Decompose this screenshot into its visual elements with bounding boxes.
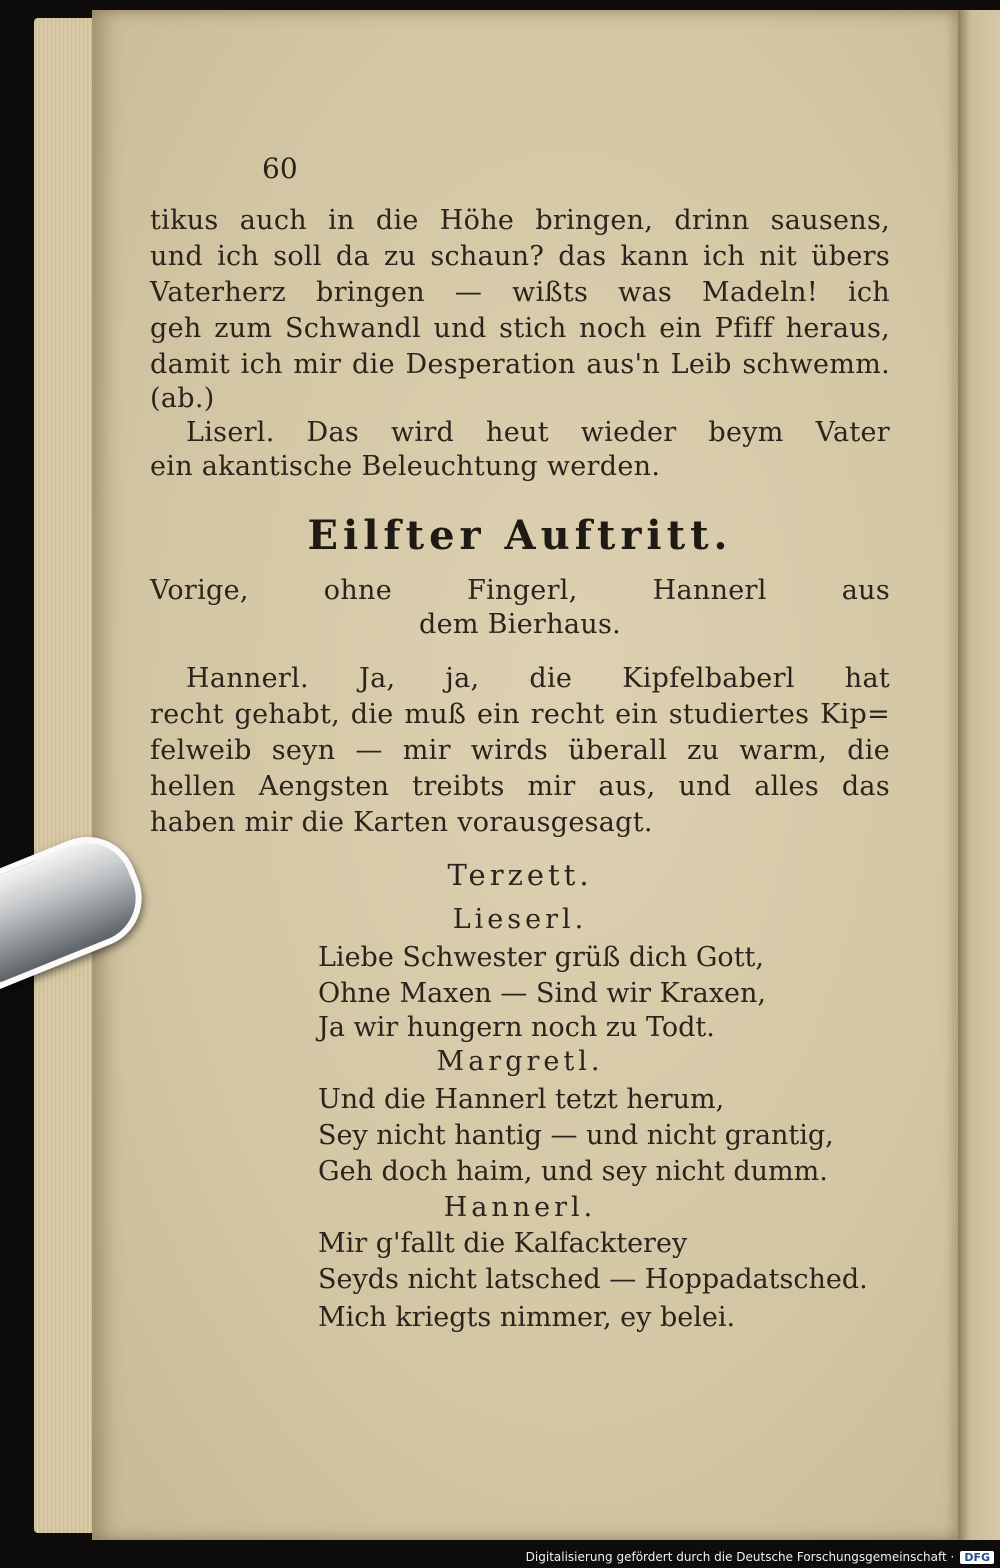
hannerl-speech-line: recht gehabt, die muß ein recht ein studiertes Kip= [150, 699, 890, 730]
verse-line: Ohne Maxen — Sind wir Kraxen, [318, 978, 766, 1009]
prose-line: damit ich mir die Desperation aus'n Leib schwemm. [150, 349, 890, 380]
hannerl-speech-line: Hannerl. Ja, ja, die Kipfelbaberl hat [186, 663, 890, 694]
hannerl-speech-line: haben mir die Karten vorausgesagt. [150, 807, 653, 838]
prose-line: und ich soll da zu schaun? das kann ich nit übers [150, 241, 890, 272]
prose-line: Vaterherz bringen — wißts was Madeln! ich [150, 277, 890, 308]
stage-direction: (ab.) [150, 383, 215, 414]
book-fore-edge [34, 18, 96, 1533]
speaker-name: Hannerl. [443, 1192, 597, 1223]
scene-heading: Eilfter Auftritt. [307, 512, 733, 559]
verse-line: Mir g'fallt die Kalfackterey [318, 1228, 688, 1259]
page-number: 60 [262, 152, 298, 185]
terzett-heading: Terzett. [447, 858, 593, 892]
verse-line: Mich kriegts nimmer, ey belei. [318, 1302, 736, 1333]
scene-cast-line: dem Bierhaus. [418, 609, 622, 640]
dfg-logo: DFG [960, 1551, 994, 1564]
speaker-name: Lieserl. [452, 904, 588, 935]
hannerl-speech-line: felweib seyn — mir wirds überall zu warm, die [150, 735, 890, 766]
prose-line: geh zum Schwandl und stich noch ein Pfiff heraus, [150, 313, 890, 344]
liserl-speech-line: ein akantische Beleuchtung werden. [150, 451, 661, 482]
next-page-edge [958, 10, 1000, 1540]
verse-line: Und die Hannerl tetzt herum, [318, 1084, 725, 1115]
credit-text: Digitalisierung gefördert durch die Deutsche Forschungsgemeinschaft · [525, 1550, 955, 1564]
verse-line: Liebe Schwester grüß dich Gott, [318, 942, 764, 973]
speaker-name: Margretl. [436, 1046, 604, 1077]
verse-line: Sey nicht hantig — und nicht grantig, [318, 1120, 834, 1151]
digitization-credit [526, 1550, 994, 1564]
liserl-speech-line: Liserl. Das wird heut wieder beym Vater [186, 417, 890, 448]
verse-line: Seyds nicht latsched — Hoppadatsched. [318, 1264, 868, 1295]
verse-line: Ja wir hungern noch zu Todt. [318, 1012, 715, 1043]
hannerl-speech-line: hellen Aengsten treibts mir aus, und alles das [150, 771, 890, 802]
prose-line: tikus auch in die Höhe bringen, drinn sausens, [150, 205, 890, 236]
scene-cast-line: Vorige, ohne Fingerl, Hannerl aus [150, 575, 890, 606]
verse-line: Geh doch haim, und sey nicht dumm. [318, 1156, 828, 1187]
